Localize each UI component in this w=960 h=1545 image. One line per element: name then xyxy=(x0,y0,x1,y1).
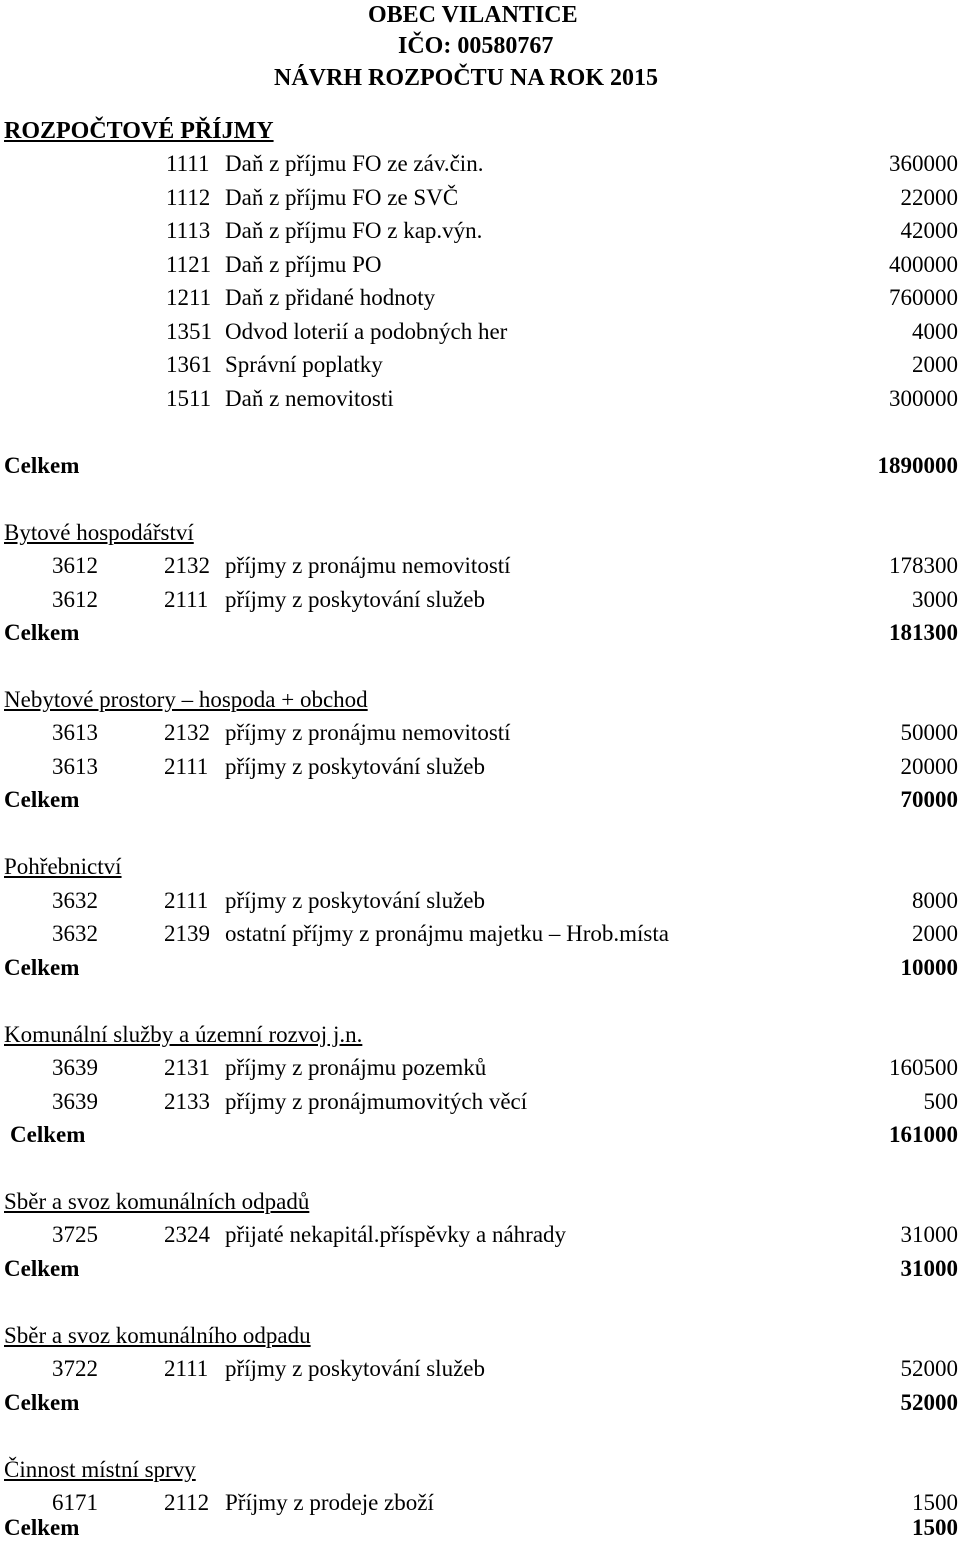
row-label: příjmy z pronájmu nemovitostí xyxy=(225,720,511,745)
total-label: Celkem xyxy=(4,1515,80,1540)
section-title: Bytové hospodářství xyxy=(4,520,194,545)
section-row xyxy=(0,583,960,617)
item-code: 2111 xyxy=(164,587,209,612)
row-label: příjmy z poskytování služeb xyxy=(225,754,485,779)
total-amount: 70000 xyxy=(900,787,958,812)
row-amount: 8000 xyxy=(912,888,958,913)
section-row xyxy=(0,750,960,784)
paragraph-code: 6171 xyxy=(52,1490,98,1515)
row-label: příjmy z poskytování služeb xyxy=(225,888,485,913)
ico-number: IČO: 00580767 xyxy=(398,33,554,59)
section-total-row xyxy=(0,1118,960,1152)
tax-amount: 22000 xyxy=(900,185,958,210)
section-row xyxy=(0,1352,960,1386)
paragraph-code: 3639 xyxy=(52,1055,98,1080)
total-label: Celkem xyxy=(4,787,80,812)
total-label: Celkem xyxy=(4,1256,80,1281)
section-row xyxy=(0,884,960,918)
tax-label: Daň z příjmu FO z kap.výn. xyxy=(225,218,483,243)
tax-code: 1211 xyxy=(166,285,212,310)
tax-amount: 42000 xyxy=(900,218,958,243)
item-code: 2324 xyxy=(164,1222,210,1247)
section-total-row xyxy=(0,1386,960,1420)
row-label: ostatní příjmy z pronájmu majetku – Hrob.místa xyxy=(225,921,669,946)
item-code: 2111 xyxy=(164,754,209,779)
tax-row xyxy=(0,281,960,315)
tax-code: 1111 xyxy=(166,151,210,176)
tax-total-row xyxy=(0,449,960,483)
paragraph-code: 3612 xyxy=(52,553,98,578)
row-amount: 50000 xyxy=(900,720,958,745)
total-label: Celkem xyxy=(4,620,80,645)
total-label: Celkem xyxy=(4,955,80,980)
row-amount: 160500 xyxy=(889,1055,958,1080)
section-total-row xyxy=(0,1511,960,1545)
tax-code: 1121 xyxy=(166,252,212,277)
item-code: 2131 xyxy=(164,1055,210,1080)
tax-row xyxy=(0,214,960,248)
paragraph-code: 3632 xyxy=(52,921,98,946)
row-label: příjmy z pronájmumovitých věcí xyxy=(225,1089,528,1114)
tax-row xyxy=(0,248,960,282)
tax-amount: 4000 xyxy=(912,319,958,344)
section-title: Sběr a svoz komunálního odpadu xyxy=(4,1323,311,1348)
tax-amount: 400000 xyxy=(889,252,958,277)
section-row xyxy=(0,1085,960,1119)
tax-label: Daň z příjmu FO ze záv.čin. xyxy=(225,151,484,176)
item-code: 2112 xyxy=(164,1490,210,1515)
tax-amount: 300000 xyxy=(889,386,958,411)
total-amount: 52000 xyxy=(900,1390,958,1415)
tax-label: Správní poplatky xyxy=(225,352,383,377)
section-row xyxy=(0,1051,960,1085)
row-label: příjmy z pronájmu pozemků xyxy=(225,1055,487,1080)
total-label: Celkem xyxy=(10,1122,86,1147)
item-code: 2133 xyxy=(164,1089,210,1114)
item-code: 2139 xyxy=(164,921,210,946)
row-amount: 31000 xyxy=(900,1222,958,1247)
section-title: Sběr a svoz komunálních odpadů xyxy=(4,1189,310,1214)
tax-label: Odvod loterií a podobných her xyxy=(225,319,508,344)
total-label: Celkem xyxy=(4,453,80,478)
total-label: Celkem xyxy=(4,1390,80,1415)
row-amount: 3000 xyxy=(912,587,958,612)
row-amount: 1500 xyxy=(912,1490,958,1515)
tax-row xyxy=(0,315,960,349)
paragraph-code: 3722 xyxy=(52,1356,98,1381)
tax-amount: 2000 xyxy=(912,352,958,377)
tax-code: 1112 xyxy=(166,185,211,210)
section-title: Nebytové prostory – hospoda + obchod xyxy=(4,687,368,712)
tax-row xyxy=(0,348,960,382)
tax-amount: 360000 xyxy=(889,151,958,176)
row-label: příjmy z poskytování služeb xyxy=(225,1356,485,1381)
section-row xyxy=(0,1218,960,1252)
tax-code: 1113 xyxy=(166,218,211,243)
tax-label: Daň z příjmu FO ze SVČ xyxy=(225,185,459,210)
section-row xyxy=(0,549,960,583)
section-title: Činnost místní sprvy xyxy=(4,1457,196,1482)
item-code: 2132 xyxy=(164,553,210,578)
income-heading: ROZPOČTOVÉ PŘÍJMY xyxy=(4,118,274,144)
item-code: 2111 xyxy=(164,888,209,913)
row-amount: 20000 xyxy=(900,754,958,779)
total-amount: 31000 xyxy=(900,1256,958,1281)
paragraph-code: 3612 xyxy=(52,587,98,612)
tax-label: Daň z příjmu PO xyxy=(225,252,382,277)
tax-label: Daň z přidané hodnoty xyxy=(225,285,436,310)
row-label: příjmy z pronájmu nemovitostí xyxy=(225,553,511,578)
total-amount: 161000 xyxy=(889,1122,958,1147)
row-label: Příjmy z prodeje zboží xyxy=(225,1490,434,1515)
tax-row xyxy=(0,181,960,215)
section-total-row xyxy=(0,1252,960,1286)
tax-row xyxy=(0,382,960,416)
total-amount: 181300 xyxy=(889,620,958,645)
paragraph-code: 3639 xyxy=(52,1089,98,1114)
total-amount: 1890000 xyxy=(877,453,958,478)
section-row xyxy=(0,716,960,750)
paragraph-code: 3725 xyxy=(52,1222,98,1247)
row-amount: 52000 xyxy=(900,1356,958,1381)
section-total-row xyxy=(0,951,960,985)
document-title: NÁVRH ROZPOČTU NA ROK 2015 xyxy=(274,65,659,91)
row-label: příjmy z poskytování služeb xyxy=(225,587,485,612)
section-title: Pohřebnictví xyxy=(4,854,122,879)
tax-code: 1511 xyxy=(166,386,212,411)
total-amount: 1500 xyxy=(912,1515,958,1540)
row-amount: 2000 xyxy=(912,921,958,946)
paragraph-code: 3613 xyxy=(52,720,98,745)
row-amount: 500 xyxy=(923,1089,958,1114)
paragraph-code: 3613 xyxy=(52,754,98,779)
section-title: Komunální služby a územní rozvoj j.n. xyxy=(4,1022,363,1047)
section-total-row xyxy=(0,616,960,650)
section-row xyxy=(0,917,960,951)
paragraph-code: 3632 xyxy=(52,888,98,913)
item-code: 2132 xyxy=(164,720,210,745)
total-amount: 10000 xyxy=(900,955,958,980)
tax-code: 1351 xyxy=(166,319,212,344)
section-total-row xyxy=(0,783,960,817)
tax-label: Daň z nemovitosti xyxy=(225,386,394,411)
tax-code: 1361 xyxy=(166,352,212,377)
item-code: 2111 xyxy=(164,1356,209,1381)
row-amount: 178300 xyxy=(889,553,958,578)
tax-row xyxy=(0,147,960,181)
municipality-name: OBEC VILANTICE xyxy=(368,2,578,28)
tax-amount: 760000 xyxy=(889,285,958,310)
row-label: přijaté nekapitál.příspěvky a náhrady xyxy=(225,1222,567,1247)
